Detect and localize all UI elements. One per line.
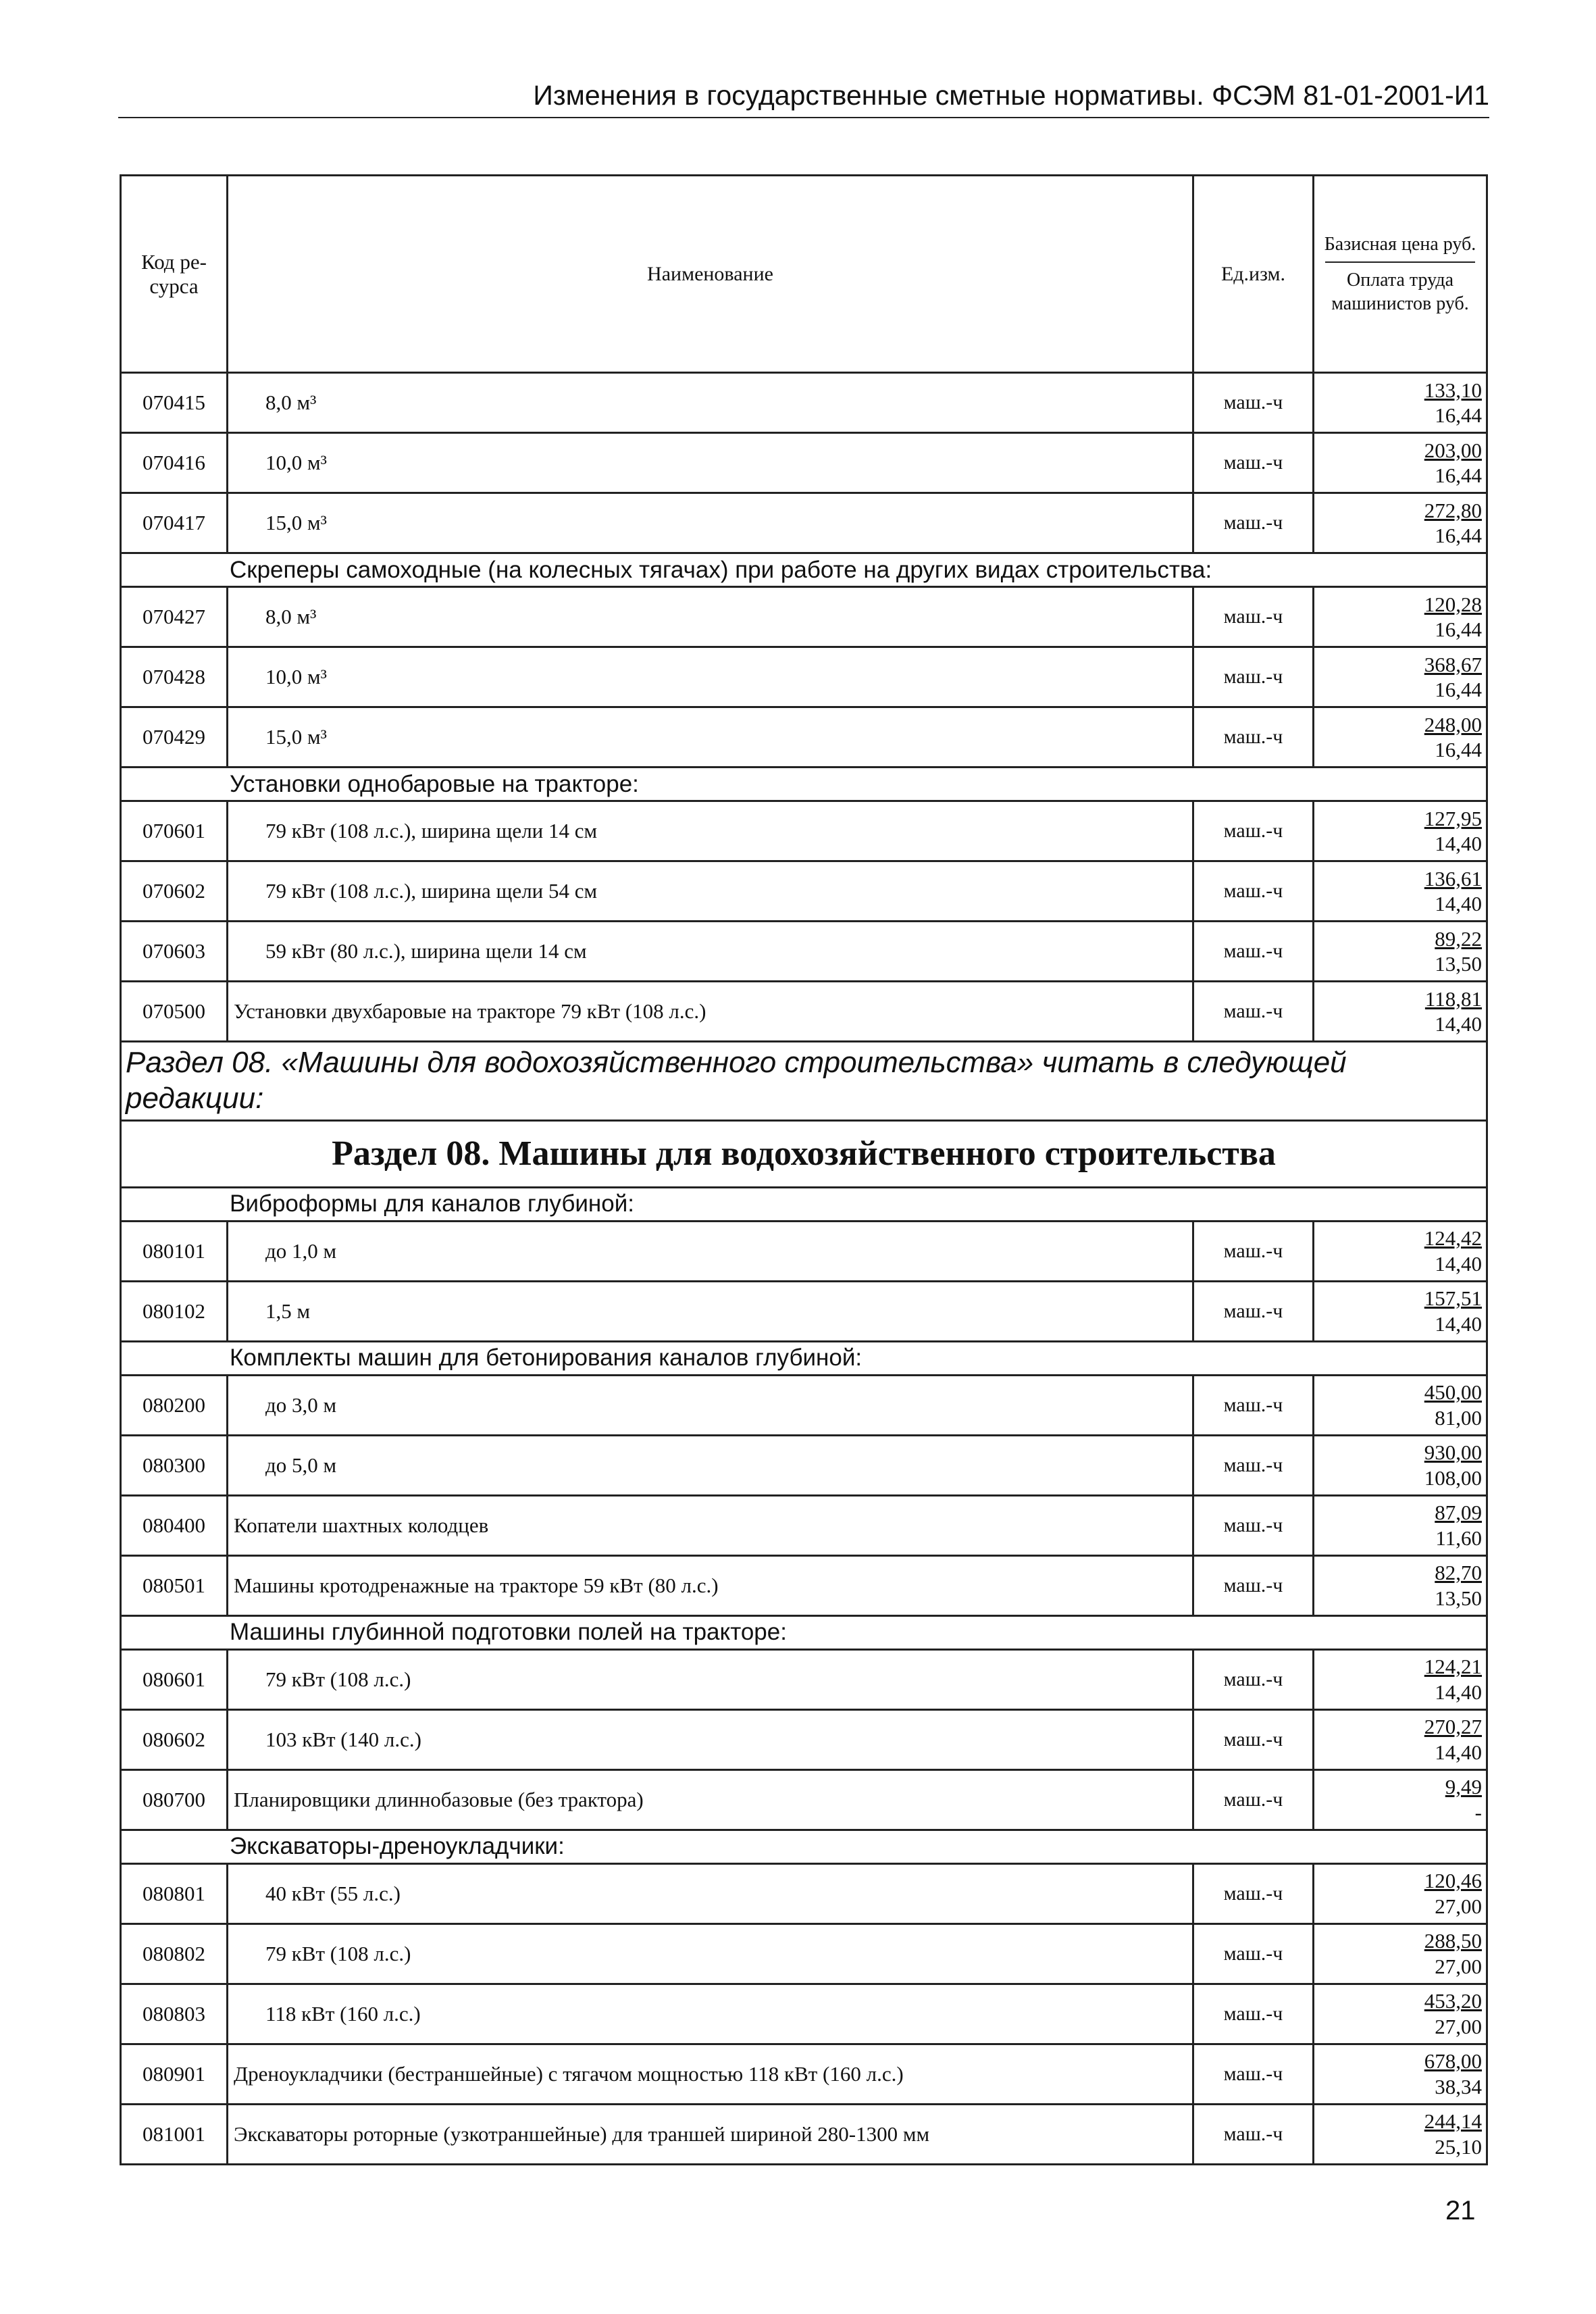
resource-price	[1314, 1435, 1487, 1495]
resource-code: 080700	[121, 1769, 228, 1830]
resource-price	[1314, 1555, 1487, 1615]
resource-unit: маш.-ч	[1193, 1281, 1314, 1341]
resource-price	[1314, 1649, 1487, 1709]
resource-code: 080801	[121, 1863, 228, 1923]
resource-price	[1314, 861, 1487, 922]
resource-code: 081001	[121, 2104, 228, 2164]
resource-name: 79 кВт (108 л.с.)	[228, 1923, 1193, 1984]
resource-name: 79 кВт (108 л.с.)	[228, 1649, 1193, 1709]
table-row	[121, 1435, 1487, 1495]
resource-code: 070603	[121, 922, 228, 982]
table-row	[121, 1984, 1487, 2044]
operator-wage: 11,60	[1435, 1526, 1482, 1550]
resource-name: до 5,0 м	[228, 1435, 1193, 1495]
resource-code: 080101	[121, 1221, 228, 1281]
resource-unit: маш.-ч	[1193, 1649, 1314, 1709]
operator-wage: 14,40	[1435, 1311, 1482, 1336]
resource-name: 15,0 м³	[228, 707, 1193, 768]
base-price: 288,50	[1424, 1929, 1482, 1953]
operator-wage: 16,44	[1435, 524, 1482, 547]
resource-price	[1314, 707, 1487, 768]
resource-unit: маш.-ч	[1193, 1984, 1314, 2044]
resource-code: 080400	[121, 1495, 228, 1555]
resource-code: 080802	[121, 1923, 228, 1984]
resource-code: 080300	[121, 1435, 228, 1495]
resource-name: 15,0 м³	[228, 493, 1193, 553]
resource-unit: маш.-ч	[1193, 861, 1314, 922]
base-price: 453,20	[1424, 1989, 1482, 2013]
section-note: Раздел 08. «Машины для водохозяйственного строительства» читать в следующей редакции:	[121, 1042, 1487, 1121]
group-row	[121, 553, 1487, 587]
group-row	[121, 1187, 1487, 1221]
resource-code: 080601	[121, 1649, 228, 1709]
table-row	[121, 982, 1487, 1042]
base-price: 157,51	[1424, 1286, 1482, 1311]
base-price: 133,10	[1424, 378, 1482, 402]
group-title: Установки однобаровые на тракторе:	[121, 768, 1487, 801]
header-code: Код ре-сурса	[121, 176, 228, 373]
group-title: Виброформы для каналов глубиной:	[121, 1187, 1487, 1221]
resource-price	[1314, 1281, 1487, 1341]
table-row	[121, 1281, 1487, 1341]
operator-wage: 27,00	[1435, 1894, 1482, 1918]
resource-price	[1314, 1709, 1487, 1769]
resource-name: Установки двухбаровые на тракторе 79 кВт (108 л.с.)	[228, 982, 1193, 1042]
operator-wage: 14,40	[1435, 832, 1482, 855]
table-row	[121, 373, 1487, 433]
resource-unit: маш.-ч	[1193, 801, 1314, 861]
resource-name: Планировщики длиннобазовые (без трактора)	[228, 1769, 1193, 1830]
resource-code: 080803	[121, 1984, 228, 2044]
table-row	[121, 493, 1487, 553]
operator-wage: 16,44	[1435, 463, 1482, 487]
resource-price	[1314, 1495, 1487, 1555]
resource-unit: маш.-ч	[1193, 587, 1314, 647]
resource-name: 10,0 м³	[228, 647, 1193, 707]
operator-wage: 14,40	[1435, 892, 1482, 915]
resource-price	[1314, 2044, 1487, 2104]
table-row	[121, 922, 1487, 982]
resource-price	[1314, 1769, 1487, 1830]
resource-name: 1,5 м	[228, 1281, 1193, 1341]
resource-unit: маш.-ч	[1193, 1863, 1314, 1923]
operator-wage: 27,00	[1435, 2014, 1482, 2038]
base-price: 203,00	[1424, 438, 1482, 462]
header-name: Наименование	[228, 176, 1193, 373]
operator-wage: 14,40	[1435, 1251, 1482, 1276]
table-row	[121, 801, 1487, 861]
table-row	[121, 1649, 1487, 1709]
resource-unit: маш.-ч	[1193, 647, 1314, 707]
resource-name: 118 кВт (160 л.с.)	[228, 1984, 1193, 2044]
table-row	[121, 707, 1487, 768]
base-price: 82,70	[1435, 1561, 1482, 1585]
operator-wage: 16,44	[1435, 678, 1482, 701]
resource-unit: маш.-ч	[1193, 2044, 1314, 2104]
group-title: Машины глубинной подготовки полей на тракторе:	[121, 1615, 1487, 1649]
header-price-base: Базисная цена руб.	[1324, 234, 1476, 255]
table-row	[121, 1375, 1487, 1435]
operator-wage: 16,44	[1435, 403, 1482, 427]
resource-price	[1314, 493, 1487, 553]
resource-code: 080901	[121, 2044, 228, 2104]
group-title: Экскаваторы-дреноукладчики:	[121, 1830, 1487, 1863]
resource-price	[1314, 801, 1487, 861]
resource-unit: маш.-ч	[1193, 373, 1314, 433]
resource-price	[1314, 1923, 1487, 1984]
operator-wage: 13,50	[1435, 1586, 1482, 1610]
resource-code: 070427	[121, 587, 228, 647]
group-title: Комплекты машин для бетонирования каналов глубиной:	[121, 1341, 1487, 1375]
resource-unit: маш.-ч	[1193, 1495, 1314, 1555]
page-number: 21	[1445, 2196, 1476, 2225]
resource-name: 40 кВт (55 л.с.)	[228, 1863, 1193, 1923]
group-title: Скреперы самоходные (на колесных тягачах) при работе на других видах строительства:	[121, 553, 1487, 587]
resource-name: 10,0 м³	[228, 433, 1193, 493]
base-price: 248,00	[1424, 712, 1482, 736]
resource-unit: маш.-ч	[1193, 1923, 1314, 1984]
base-price: 136,61	[1424, 866, 1482, 890]
resource-code: 080200	[121, 1375, 228, 1435]
group-row	[121, 1341, 1487, 1375]
table-row	[121, 2044, 1487, 2104]
operator-wage: 13,50	[1435, 952, 1482, 976]
base-price: 450,00	[1424, 1380, 1482, 1405]
resource-price	[1314, 1863, 1487, 1923]
group-row	[121, 1615, 1487, 1649]
table-row	[121, 587, 1487, 647]
base-price: 127,95	[1424, 806, 1482, 830]
resource-price	[1314, 982, 1487, 1042]
table-row	[121, 1221, 1487, 1281]
operator-wage: 25,10	[1435, 2134, 1482, 2159]
resource-unit: маш.-ч	[1193, 493, 1314, 553]
base-price: 89,22	[1435, 926, 1482, 951]
header-price	[1314, 176, 1487, 373]
operator-wage: 16,44	[1435, 618, 1482, 641]
resource-unit: маш.-ч	[1193, 1709, 1314, 1769]
table-row	[121, 647, 1487, 707]
resource-price	[1314, 2104, 1487, 2164]
resource-price	[1314, 1984, 1487, 2044]
table-row	[121, 433, 1487, 493]
resource-code: 070602	[121, 861, 228, 922]
resource-unit: маш.-ч	[1193, 1555, 1314, 1615]
resource-price	[1314, 373, 1487, 433]
table-row	[121, 1495, 1487, 1555]
resource-name: 59 кВт (80 л.с.), ширина щели 14 см	[228, 922, 1193, 982]
group-row	[121, 768, 1487, 801]
table-row	[121, 1709, 1487, 1769]
base-price: 120,28	[1424, 592, 1482, 616]
base-price: 87,09	[1435, 1501, 1482, 1525]
resource-price	[1314, 587, 1487, 647]
resource-code: 070428	[121, 647, 228, 707]
resource-unit: маш.-ч	[1193, 1375, 1314, 1435]
resource-code: 070500	[121, 982, 228, 1042]
resource-name: Копатели шахтных колодцев	[228, 1495, 1193, 1555]
resource-unit: маш.-ч	[1193, 1769, 1314, 1830]
resource-name: 8,0 м³	[228, 373, 1193, 433]
resource-name: 8,0 м³	[228, 587, 1193, 647]
resource-name: до 1,0 м	[228, 1221, 1193, 1281]
resource-unit: маш.-ч	[1193, 707, 1314, 768]
operator-wage: 81,00	[1435, 1405, 1482, 1430]
resource-code: 070417	[121, 493, 228, 553]
base-price: 120,46	[1424, 1869, 1482, 1893]
resource-unit: маш.-ч	[1193, 2104, 1314, 2164]
resource-price	[1314, 433, 1487, 493]
table-row	[121, 1769, 1487, 1830]
resource-code: 080602	[121, 1709, 228, 1769]
operator-wage: -	[1474, 1800, 1482, 1824]
base-price: 368,67	[1424, 652, 1482, 676]
table-row	[121, 1923, 1487, 1984]
resource-unit: маш.-ч	[1193, 922, 1314, 982]
resource-price	[1314, 1375, 1487, 1435]
base-price: 930,00	[1424, 1440, 1482, 1465]
operator-wage: 14,40	[1435, 1740, 1482, 1764]
base-price: 678,00	[1424, 2049, 1482, 2073]
resource-table	[120, 174, 1488, 2165]
resource-price	[1314, 647, 1487, 707]
operator-wage: 38,34	[1435, 2074, 1482, 2098]
resource-code: 070416	[121, 433, 228, 493]
resource-code: 080501	[121, 1555, 228, 1615]
base-price: 244,14	[1424, 2109, 1482, 2134]
base-price: 270,27	[1424, 1715, 1482, 1739]
resource-name: 79 кВт (108 л.с.), ширина щели 14 см	[228, 801, 1193, 861]
base-price: 124,42	[1424, 1226, 1482, 1251]
resource-name: 79 кВт (108 л.с.), ширина щели 54 см	[228, 861, 1193, 922]
operator-wage: 16,44	[1435, 738, 1482, 761]
base-price: 118,81	[1424, 986, 1482, 1011]
resource-name: 103 кВт (140 л.с.)	[228, 1709, 1193, 1769]
operator-wage: 108,00	[1424, 1465, 1482, 1490]
base-price: 9,49	[1445, 1775, 1482, 1799]
table-row	[121, 1863, 1487, 1923]
section-title: Раздел 08. Машины для водохозяйственного строительства	[121, 1120, 1487, 1187]
resource-name: Машины кротодренажные на тракторе 59 кВт (80 л.с.)	[228, 1555, 1193, 1615]
header-unit: Ед.изм.	[1193, 176, 1314, 373]
resource-unit: маш.-ч	[1193, 433, 1314, 493]
resource-code: 070429	[121, 707, 228, 768]
section-note-row	[121, 1042, 1487, 1121]
resource-name: до 3,0 м	[228, 1375, 1193, 1435]
resource-price	[1314, 1221, 1487, 1281]
base-price: 272,80	[1424, 498, 1482, 522]
table-row	[121, 1555, 1487, 1615]
table-header-row	[121, 176, 1487, 373]
section-title-row	[121, 1120, 1487, 1187]
base-price: 124,21	[1424, 1655, 1482, 1679]
operator-wage: 27,00	[1435, 1954, 1482, 1978]
resource-name: Экскаваторы роторные (узкотраншейные) для траншей шириной 280-1300 мм	[228, 2104, 1193, 2164]
table-row	[121, 861, 1487, 922]
resource-unit: маш.-ч	[1193, 1435, 1314, 1495]
header-price-wage: Оплата труда машинистов руб.	[1331, 270, 1469, 314]
page-header: Изменения в государственные сметные нормативы. ФСЭМ 81-01-2001-И1	[118, 80, 1489, 118]
resource-unit: маш.-ч	[1193, 982, 1314, 1042]
resource-code: 070601	[121, 801, 228, 861]
resource-code: 080102	[121, 1281, 228, 1341]
resource-name: Дреноукладчики (бестраншейные) с тягачом мощностью 118 кВт (160 л.с.)	[228, 2044, 1193, 2104]
resource-price	[1314, 922, 1487, 982]
resource-unit: маш.-ч	[1193, 1221, 1314, 1281]
operator-wage: 14,40	[1435, 1680, 1482, 1704]
table-row	[121, 2104, 1487, 2164]
group-row	[121, 1830, 1487, 1863]
resource-code: 070415	[121, 373, 228, 433]
operator-wage: 14,40	[1435, 1012, 1482, 1036]
